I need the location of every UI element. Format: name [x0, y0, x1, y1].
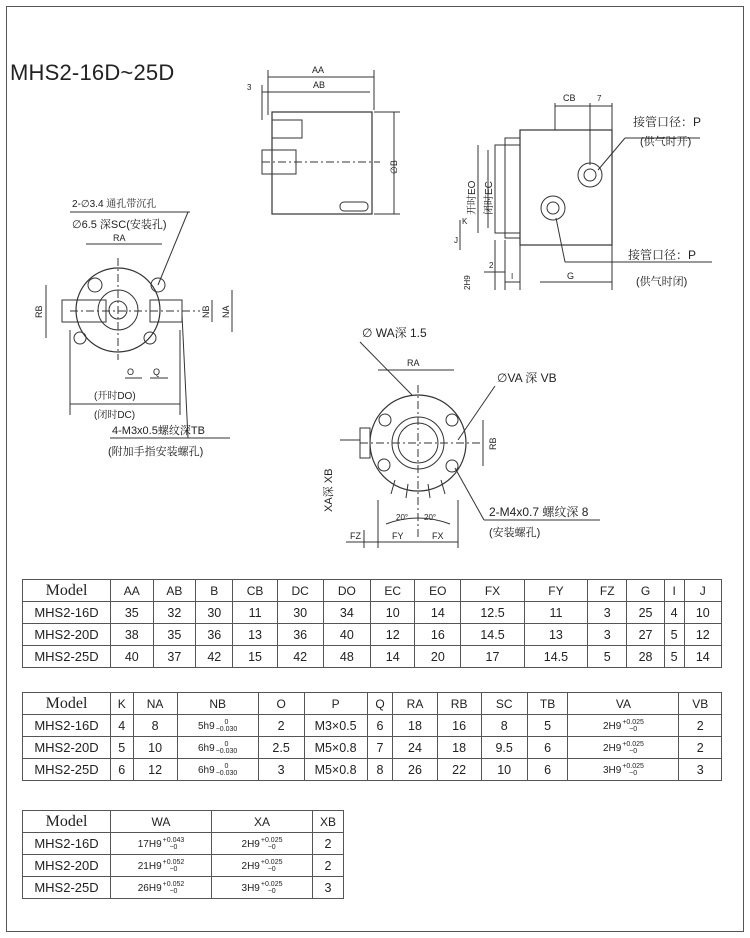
table-row — [23, 646, 722, 668]
nb-base: 5h9 — [198, 721, 215, 733]
cell: 5 — [527, 715, 568, 737]
cell-va — [568, 715, 679, 737]
dim-do: (开时DO) — [94, 391, 136, 402]
dim-na: NA — [221, 305, 231, 318]
tol-upper: +0.025 — [260, 836, 283, 844]
dim-rb-left: RB — [34, 305, 44, 318]
dim-ab: AB — [313, 80, 326, 90]
cell: 10 — [684, 602, 721, 624]
xa-tolerance — [261, 837, 283, 851]
nb-base: 6h9 — [198, 765, 215, 777]
col-ra: RA — [393, 693, 437, 715]
col-xa: XA — [212, 811, 313, 833]
nb-tolerance — [216, 741, 238, 755]
cell: 28 — [627, 646, 664, 668]
cell: 6 — [527, 759, 568, 781]
cell: 22 — [437, 759, 481, 781]
tol-upper: +0.025 — [260, 858, 283, 866]
cell: 12 — [684, 624, 721, 646]
cell: 16 — [437, 715, 481, 737]
dim-seven: 7 — [597, 94, 602, 103]
tol-upper: +0.025 — [622, 762, 644, 770]
table-row — [23, 602, 722, 624]
col-fy: FY — [524, 580, 587, 602]
cell: 13 — [233, 624, 277, 646]
cell: 14.5 — [524, 646, 587, 668]
xa-label: XA深 XB — [323, 468, 335, 512]
table-row — [23, 877, 344, 899]
tol-upper: +0.025 — [622, 740, 644, 748]
cell-nb — [177, 759, 258, 781]
thread-note: 4-M3x0.5螺纹深TB — [112, 425, 205, 437]
dim-nb: NB — [201, 305, 211, 318]
nb-tolerance — [216, 763, 238, 777]
hole-note-1: 2-∅3.4 通孔带沉孔 — [72, 199, 157, 210]
cell: 2 — [313, 855, 344, 877]
cell: 5 — [588, 646, 627, 668]
cell: 36 — [277, 624, 323, 646]
cell: 8 — [367, 759, 393, 781]
dim-b: ∅B — [389, 160, 399, 174]
cell: 8 — [481, 715, 527, 737]
col-model: Model — [23, 580, 111, 602]
table-row — [23, 833, 344, 855]
tol-upper: +0.043 — [162, 836, 185, 844]
dim-h9: 2H9 — [463, 275, 472, 290]
port-open-sub: (供气时开) — [640, 136, 692, 148]
tol-lower: −0 — [267, 865, 276, 873]
bottom-view — [322, 326, 600, 548]
dim-fy: FY — [392, 531, 404, 541]
xa-base: 2H9 — [241, 861, 260, 873]
cell: 32 — [153, 602, 196, 624]
cell: 13 — [524, 624, 587, 646]
tol-upper: 0 — [224, 762, 229, 770]
cell: 11 — [233, 602, 277, 624]
tol-upper: +0.052 — [162, 880, 185, 888]
cell: 30 — [196, 602, 233, 624]
dim-cb: CB — [563, 93, 576, 103]
cell: 9.5 — [481, 737, 527, 759]
cell: 27 — [627, 624, 664, 646]
cell: 14 — [415, 602, 461, 624]
col-ec: EC — [371, 580, 415, 602]
cell-model: MHS2-20D — [23, 737, 111, 759]
wa-tolerance — [163, 859, 185, 873]
spec-table-3 — [22, 810, 344, 899]
va-label: ∅VA 深 VB — [497, 371, 557, 385]
va-base: 2H9 — [602, 721, 622, 733]
cell-model: MHS2-20D — [23, 855, 111, 877]
table-header-row — [23, 580, 722, 602]
tol-lower: −0 — [629, 747, 638, 755]
tol-lower: −0 — [169, 887, 178, 895]
wa-base: 17H9 — [137, 839, 162, 851]
cell: 12.5 — [461, 602, 524, 624]
wa-base: 21H9 — [137, 861, 162, 873]
tol-lower: −0.030 — [215, 769, 238, 777]
cell: 30 — [277, 602, 323, 624]
cell: 11 — [524, 602, 587, 624]
va-base: 3H9 — [602, 765, 622, 777]
wa-label: ∅ WA深 1.5 — [362, 326, 427, 340]
tol-lower: −0.030 — [215, 747, 238, 755]
table-row — [23, 715, 722, 737]
cell-model: MHS2-25D — [23, 759, 111, 781]
cell: 12 — [133, 759, 177, 781]
col-fz: FZ — [588, 580, 627, 602]
col-va: VA — [568, 693, 679, 715]
cell: 14 — [371, 646, 415, 668]
cell: 42 — [277, 646, 323, 668]
cell: 5 — [111, 737, 134, 759]
page-title: MHS2-16D~25D — [10, 60, 175, 85]
cell: 17 — [461, 646, 524, 668]
dim-eo: 开时EO — [467, 180, 478, 215]
port-open-label: 接管口径：P — [633, 115, 702, 129]
cell: 4 — [111, 715, 134, 737]
tol-upper: 0 — [224, 740, 229, 748]
cell-model: MHS2-20D — [23, 624, 111, 646]
cell-wa — [111, 833, 212, 855]
cell: 14.5 — [461, 624, 524, 646]
col-wa: WA — [111, 811, 212, 833]
cell: 35 — [153, 624, 196, 646]
cell: 15 — [233, 646, 277, 668]
col-o: O — [258, 693, 304, 715]
dim-k: K — [462, 217, 468, 226]
col-nb: NB — [177, 693, 258, 715]
cell: M5×0.8 — [304, 737, 367, 759]
cell-xa — [212, 877, 313, 899]
cell-nb — [177, 737, 258, 759]
va-base: 2H9 — [602, 743, 622, 755]
cell: 7 — [367, 737, 393, 759]
dim-ec: 闭时EC — [484, 181, 495, 215]
xa-tolerance — [261, 881, 283, 895]
dim-fx: FX — [432, 531, 444, 541]
m4-note-2: (安装螺孔) — [489, 527, 541, 539]
cell: 38 — [111, 624, 154, 646]
dim-o: O — [127, 367, 135, 377]
col-model: Model — [23, 693, 111, 715]
cell: 3 — [258, 759, 304, 781]
dim-ra-left: RA — [113, 233, 126, 243]
cell: 34 — [323, 602, 371, 624]
cell: 10 — [371, 602, 415, 624]
cell: 2.5 — [258, 737, 304, 759]
m4-note: 2-M4x0.7 螺纹深 8 — [489, 505, 589, 519]
dim-dc: (闭时DC) — [94, 410, 136, 421]
tol-lower: −0 — [169, 865, 178, 873]
col-p: P — [304, 693, 367, 715]
cell: 8 — [133, 715, 177, 737]
cell-nb — [177, 715, 258, 737]
table-row — [23, 855, 344, 877]
cell: M3×0.5 — [304, 715, 367, 737]
cell: M5×0.8 — [304, 759, 367, 781]
dim-g: G — [567, 271, 575, 281]
cell: 5 — [664, 624, 684, 646]
cell-xa — [212, 833, 313, 855]
col-rb: RB — [437, 693, 481, 715]
cell: 37 — [153, 646, 196, 668]
col-vb: VB — [679, 693, 722, 715]
cell-wa — [111, 877, 212, 899]
cell: 42 — [196, 646, 233, 668]
angle-1: 20° — [396, 513, 409, 522]
dim-i: I — [511, 272, 514, 281]
nb-base: 6h9 — [198, 743, 215, 755]
cell: 3 — [313, 877, 344, 899]
cell: 2 — [679, 737, 722, 759]
table-header-row — [23, 693, 722, 715]
port-close-label: 接管口径：P — [628, 248, 697, 262]
col-aa: AA — [111, 580, 154, 602]
cell: 48 — [323, 646, 371, 668]
col-na: NA — [133, 693, 177, 715]
cell: 26 — [393, 759, 437, 781]
table-row — [23, 624, 722, 646]
va-tolerance — [622, 763, 644, 777]
cell: 18 — [437, 737, 481, 759]
dim-two: 2 — [489, 261, 494, 270]
xa-tolerance — [261, 859, 283, 873]
nb-tolerance — [216, 719, 238, 733]
cell-model: MHS2-25D — [23, 646, 111, 668]
col-fx: FX — [461, 580, 524, 602]
col-sc: SC — [481, 693, 527, 715]
cell: 24 — [393, 737, 437, 759]
tol-upper: +0.025 — [260, 880, 283, 888]
cell: 16 — [415, 624, 461, 646]
cell-model: MHS2-16D — [23, 833, 111, 855]
cell: 40 — [111, 646, 154, 668]
cell: 2 — [679, 715, 722, 737]
cell: 6 — [111, 759, 134, 781]
cell: 25 — [627, 602, 664, 624]
col-j: J — [684, 580, 721, 602]
va-tolerance — [622, 741, 644, 755]
cell: 40 — [323, 624, 371, 646]
spec-table-2 — [22, 692, 722, 781]
tol-upper: +0.025 — [622, 718, 644, 726]
dim-aa: AA — [312, 65, 325, 75]
cell: 2 — [313, 833, 344, 855]
cell: 4 — [664, 602, 684, 624]
dim-j: J — [454, 236, 458, 245]
col-dc: DC — [277, 580, 323, 602]
cell-model: MHS2-25D — [23, 877, 111, 899]
cell: 10 — [481, 759, 527, 781]
col-b: B — [196, 580, 233, 602]
cell: 5 — [664, 646, 684, 668]
dim-fz: FZ — [350, 531, 361, 541]
cell: 14 — [684, 646, 721, 668]
hole-note-2: ∅6.5 深SC(安装孔) — [72, 219, 167, 231]
cell: 35 — [111, 602, 154, 624]
thread-note-2: (附加手指安装螺孔) — [108, 446, 204, 458]
col-model: Model — [23, 811, 111, 833]
cell-model: MHS2-16D — [23, 715, 111, 737]
cell: 6 — [527, 737, 568, 759]
top-view — [247, 65, 400, 214]
tol-lower: −0 — [629, 769, 638, 777]
col-eo: EO — [415, 580, 461, 602]
dim-ra-bottom: RA — [407, 358, 420, 368]
col-k: K — [111, 693, 134, 715]
dim-rb-bottom: RB — [488, 437, 498, 450]
tol-lower: −0 — [169, 843, 178, 851]
cell-xa — [212, 855, 313, 877]
wa-tolerance — [163, 881, 185, 895]
xa-base: 3H9 — [241, 883, 260, 895]
col-xb: XB — [313, 811, 344, 833]
wa-base: 26H9 — [137, 883, 162, 895]
cell: 3 — [679, 759, 722, 781]
cell: 3 — [588, 624, 627, 646]
col-q: Q — [367, 693, 393, 715]
cell: 6 — [367, 715, 393, 737]
wa-tolerance — [163, 837, 185, 851]
tol-lower: −0 — [629, 725, 638, 733]
col-i: I — [664, 580, 684, 602]
cell: 36 — [196, 624, 233, 646]
tol-lower: −0 — [267, 843, 276, 851]
table-header-row — [23, 811, 344, 833]
side-view — [454, 93, 712, 290]
spec-table-1 — [22, 579, 722, 668]
cell: 12 — [371, 624, 415, 646]
col-ab: AB — [153, 580, 196, 602]
table-row — [23, 737, 722, 759]
tol-upper: 0 — [224, 718, 229, 726]
dim-q: Q — [153, 367, 161, 377]
cell-va — [568, 759, 679, 781]
col-do: DO — [323, 580, 371, 602]
cell-wa — [111, 855, 212, 877]
col-cb: CB — [233, 580, 277, 602]
tol-upper: +0.052 — [162, 858, 185, 866]
cell-va — [568, 737, 679, 759]
va-tolerance — [622, 719, 644, 733]
col-g: G — [627, 580, 664, 602]
cell: 10 — [133, 737, 177, 759]
cell: 2 — [258, 715, 304, 737]
port-close-sub: (供气时闭) — [636, 276, 688, 288]
cell: 3 — [588, 602, 627, 624]
tol-lower: −0.030 — [215, 725, 238, 733]
cell: 18 — [393, 715, 437, 737]
col-tb: TB — [527, 693, 568, 715]
left-view — [34, 197, 232, 458]
table-row — [23, 759, 722, 781]
cell: 20 — [415, 646, 461, 668]
cell-model: MHS2-16D — [23, 602, 111, 624]
angle-2: 20° — [424, 513, 437, 522]
xa-base: 2H9 — [241, 839, 260, 851]
tol-lower: −0 — [267, 887, 276, 895]
dim-three: 3 — [247, 83, 252, 92]
